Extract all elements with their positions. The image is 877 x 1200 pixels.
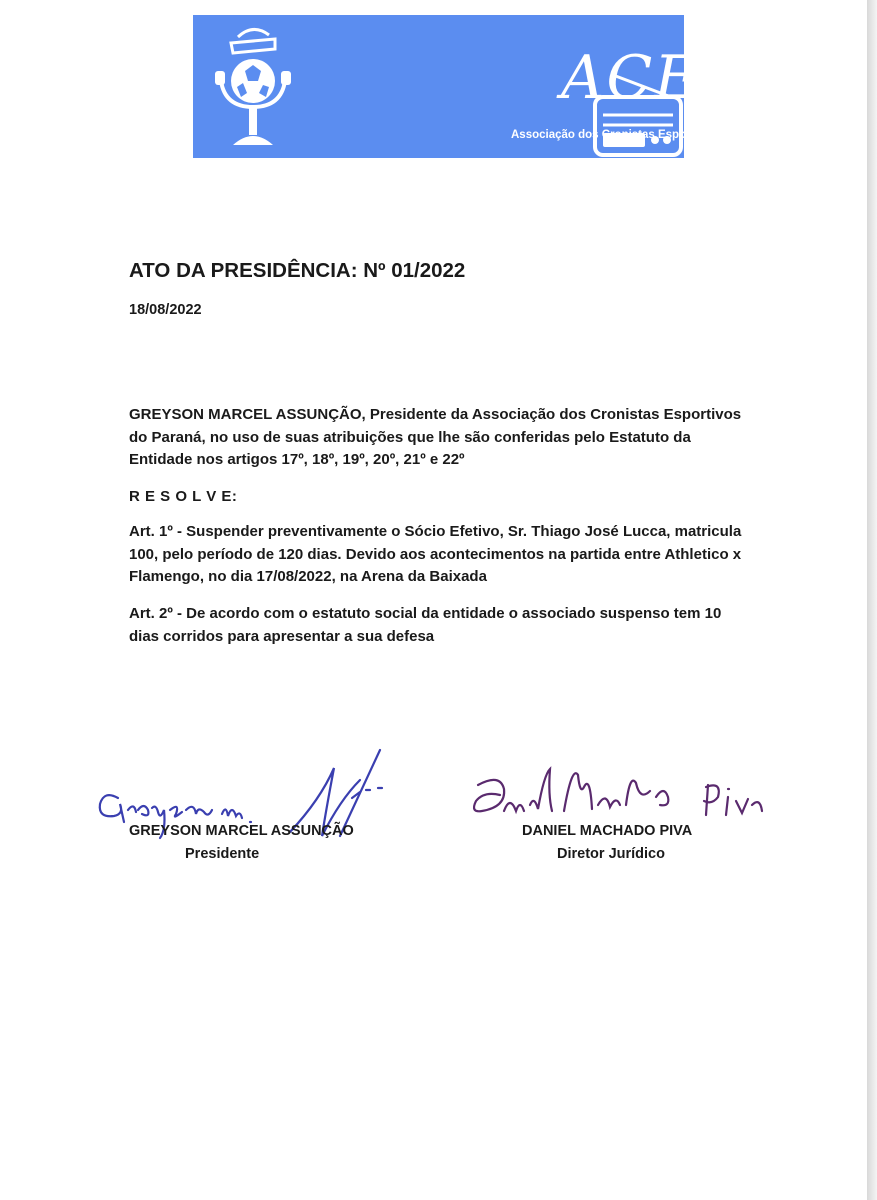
president-name: GREYSON MARCEL ASSUNÇÃO bbox=[129, 823, 354, 839]
article-1: Art. 1º - Suspender preventivamente o Sócio Efetivo, Sr. Thiago José Lucca, matricula 100, pelo período de 120 dias. Devido aos acontecimentos na partida entre Athletico x Flamengo, no dia 17/08/2022, na Arena da Baixada bbox=[129, 523, 742, 585]
document-date: 18/08/2022 bbox=[129, 302, 202, 318]
page-edge-shadow bbox=[867, 0, 877, 1200]
director-role: Diretor Jurídico bbox=[557, 846, 665, 862]
logo-subtitle: Associação dos Cronistas Esportivos do Paraná bbox=[511, 129, 777, 141]
resolve-heading: R E S O L V E: bbox=[129, 488, 238, 505]
logo-text: ACEP bbox=[561, 43, 743, 113]
article-2: Art. 2º - De acordo com o estatuto social da entidade o associado suspenso tem 10 dias corridos para apresentar a sua defesa bbox=[129, 605, 722, 645]
intro-paragraph: GREYSON MARCEL ASSUNÇÃO, Presidente da Associação dos Cronistas Esportivos do Paraná, no uso de suas atribuições que lhe são conferidas pelo Estatuto da Entidade nos artigos 17º, 18º, 19º, 20º, 21º e 22º bbox=[129, 406, 742, 468]
director-name: DANIEL MACHADO PIVA bbox=[522, 823, 693, 839]
president-role: Presidente bbox=[185, 846, 260, 862]
page-title: ATO DA PRESIDÊNCIA: Nº 01/2022 bbox=[129, 259, 466, 282]
acep-logo-banner bbox=[193, 15, 777, 158]
